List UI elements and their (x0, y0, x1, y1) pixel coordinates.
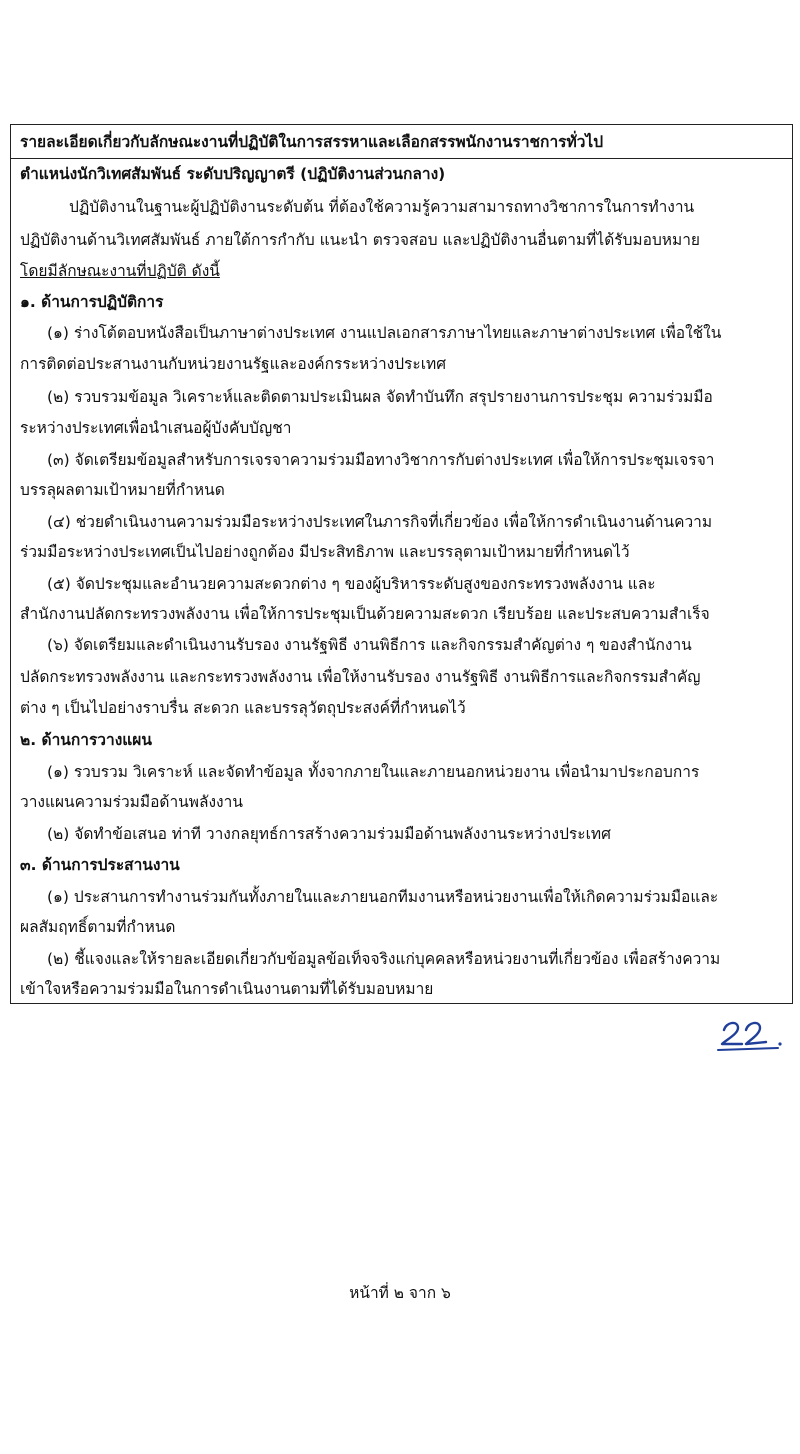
intro-line-3: โดยมีลักษณะงานที่ปฏิบัติ ดังนี้ (20, 262, 220, 280)
operations-item-6-line-3: ต่าง ๆ เป็นไปอย่างราบรื่น สะดวก และบรรลุวัตถุประสงค์ที่กำหนดไว้ (20, 699, 466, 717)
operations-item-2-line-1: (๒) รวบรวมข้อมูล วิเคราะห์และติดตามประเมินผล จัดทำบันทึก สรุปรายงานการประชุม ความร่วมมือ (47, 388, 713, 406)
intro-line-2: ปฏิบัติงานด้านวิเทศสัมพันธ์ ภายใต้การกำกับ แนะนำ ตรวจสอบ และปฏิบัติงานอื่นตามที่ได้รับมอบหมาย (20, 231, 701, 249)
position-title: ตำแหน่งนักวิเทศสัมพันธ์ ระดับปริญญาตรี (ปฏิบัติงานส่วนกลาง) (20, 165, 446, 183)
handwritten-initials-signature (716, 1014, 786, 1054)
operations-item-2-line-2: ระหว่างประเทศเพื่อนำเสนอผู้บังคับบัญชา (20, 419, 292, 437)
page-number: หน้าที่ ๒ จาก ๖ (349, 1284, 451, 1302)
operations-item-5-line-1: (๕) จัดประชุมและอำนวยความสะดวกต่าง ๆ ของผู้บริหารระดับสูงของกระทรวงพลังงาน และ (47, 575, 656, 593)
operations-item-3-line-1: (๓) จัดเตรียมข้อมูลสำหรับการเจรจาความร่วมมือทางวิชาการกับต่างประเทศ เพื่อให้การประชุมเจรจา (47, 451, 715, 469)
operations-item-5-line-2: สำนักงานปลัดกระทรวงพลังงาน เพื่อให้การประชุมเป็นด้วยความสะดวก เรียบร้อย และประสบความสำเร็จ (20, 605, 710, 623)
operations-item-1-line-1: (๑) ร่างโต้ตอบหนังสือเป็นภาษาต่างประเทศ งานแปลเอกสารภาษาไทยและภาษาต่างประเทศ เพื่อใช้ใน (47, 324, 722, 342)
section-heading-planning: ๒. ด้านการวางแผน (20, 731, 152, 749)
operations-item-4-line-1: (๔) ช่วยดำเนินงานความร่วมมือระหว่างประเทศในภารกิจที่เกี่ยวข้อง เพื่อให้การดำเนินงานด้านความ (47, 513, 713, 531)
job-description-box (10, 124, 793, 1004)
coordination-item-2-line-1: (๒) ชี้แจงและให้รายละเอียดเกี่ยวกับข้อมูลข้อเท็จจริงแก่บุคคลหรือหน่วยงานที่เกี่ยวข้อง เพื่อสร้างความ (47, 950, 721, 968)
operations-item-6-line-2: ปลัดกระทรวงพลังงาน และกระทรวงพลังงาน เพื่อให้งานรับรอง งานรัฐพิธี งานพิธีการและกิจกรรมสำคัญ (20, 668, 701, 686)
operations-item-1-line-2: การติดต่อประสานงานกับหน่วยงานรัฐและองค์กรระหว่างประเทศ (20, 355, 447, 373)
coordination-item-2-line-2: เข้าใจหรือความร่วมมือในการดำเนินงานตามที่ได้รับมอบหมาย (20, 980, 434, 998)
section-heading-coordination: ๓. ด้านการประสานงาน (20, 856, 180, 874)
operations-item-4-line-2: ร่วมมือระหว่างประเทศเป็นไปอย่างถูกต้อง มีประสิทธิภาพ และบรรลุตามเป้าหมายที่กำหนดไว้ (20, 543, 630, 561)
operations-item-6-line-1: (๖) จัดเตรียมและดำเนินงานรับรอง งานรัฐพิธี งานพิธีการ และกิจกรรมสำคัญต่าง ๆ ของสำนักงาน (47, 636, 692, 654)
document-header: รายละเอียดเกี่ยวกับลักษณะงานที่ปฏิบัติในการสรรหาและเลือกสรรพนักงานราชการทั่วไป (11, 125, 792, 159)
intro-line-1: ปฏิบัติงานในฐานะผู้ปฏิบัติงานระดับต้น ที่ต้องใช้ความรู้ความสามารถทางวิชาการในการทำงาน (69, 198, 695, 216)
coordination-item-1-line-1: (๑) ประสานการทำงานร่วมกันทั้งภายในและภายนอกทีมงานหรือหน่วยงานเพื่อให้เกิดความร่วมมือและ (47, 888, 719, 906)
planning-item-1-line-2: วางแผนความร่วมมือด้านพลังงาน (20, 793, 243, 811)
section-heading-operations: ๑. ด้านการปฏิบัติการ (20, 293, 164, 311)
coordination-item-1-line-2: ผลสัมฤทธิ์ตามที่กำหนด (20, 918, 176, 936)
planning-item-2-line-1: (๒) จัดทำข้อเสนอ ท่าที วางกลยุทธ์การสร้างความร่วมมือด้านพลังงานระหว่างประเทศ (47, 825, 611, 843)
operations-item-3-line-2: บรรลุผลตามเป้าหมายที่กำหนด (20, 481, 225, 499)
planning-item-1-line-1: (๑) รวบรวม วิเคราะห์ และจัดทำข้อมูล ทั้งจากภายในและภายนอกหน่วยงาน เพื่อนำมาประกอบการ (47, 763, 700, 781)
